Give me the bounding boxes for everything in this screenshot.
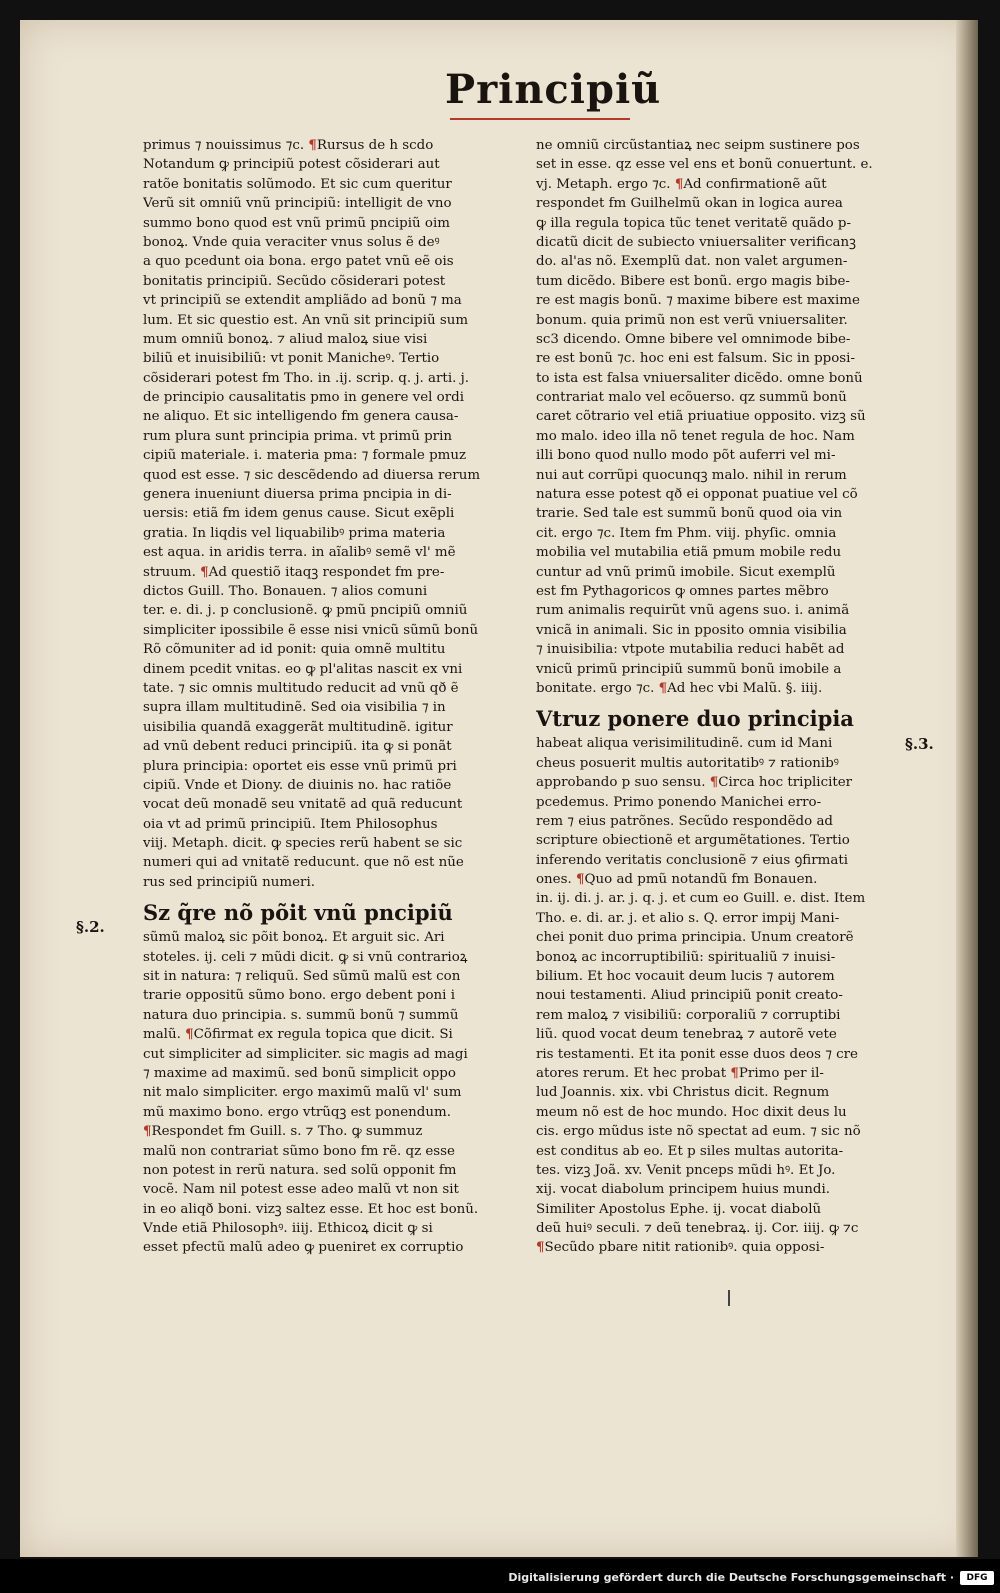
text-line: scripture obiectionẽ et argumẽtationes. Tertio xyxy=(536,833,850,849)
running-head: Principiũ xyxy=(445,66,662,113)
right-text-column xyxy=(536,136,926,1258)
book-spine-edge xyxy=(956,20,978,1557)
text-line: cheus posuerit multis autoritatibꝰ ⁊ rationibꝰ xyxy=(536,755,839,771)
text-line: dinem pcedit vnitas. eo ꝙ pl'alitas nascit ex vni xyxy=(143,661,463,677)
text-line: uisibilia quandã exaggerãt multitudinẽ. igitur xyxy=(143,719,453,735)
text-line: malũ non contrariat sũmo bono fm rẽ. qz esse xyxy=(143,1143,455,1159)
text-line: de principio causalitatis pmo in genere vel ordi xyxy=(143,390,464,406)
text-line: habeat aliqua verisimilitudinẽ. cum id Mani xyxy=(536,736,833,752)
text-line: simpliciter ipossibile ẽ esse nisi vnicũ sũmũ bonũ xyxy=(143,622,479,638)
text-line: Similiter Apostolus Ephe. ij. vocat diabolũ xyxy=(536,1201,822,1217)
paragraph-mark: ¶ xyxy=(730,1064,739,1081)
text-line: vocẽ. Nam nil potest esse adeo malũ vt non sit xyxy=(143,1182,459,1198)
text-line: liũ. quod vocat deum tenebraꝝ ⁊ autorẽ vete xyxy=(536,1027,837,1043)
text-line: in eo aliqð boni. vizꝫ saltez esse. Et hoc est bonũ. xyxy=(143,1201,479,1217)
section-marker-2: §.2. xyxy=(76,918,105,936)
text-line: tate. ⁊ sic omnis multitudo reducit ad vnũ qð ẽ xyxy=(143,680,459,696)
text-line: Tho. e. di. ar. j. et alio s. Q. error impij Mani- xyxy=(536,910,840,926)
text-line: ⁊ inuisibilia: vtpote mutabilia reduci habẽt ad xyxy=(536,642,845,658)
text-line: ne aliquo. Et sic intelligendo fm genera causa- xyxy=(143,409,459,425)
text-line: rus sed principiũ numeri. xyxy=(143,874,315,890)
text-line: ne omniũ circũstantiaꝝ nec seipm sustinere pos xyxy=(536,138,860,153)
text-line: struum. ¶Ad questiõ itaqꝫ respondet fm pre- xyxy=(143,563,445,580)
text-line: Vtruz ponere duo principia xyxy=(536,706,854,732)
text-line: respondet fm Guilhelmũ okan in logica aurea xyxy=(536,196,843,212)
paragraph-mark: ¶ xyxy=(576,871,585,888)
text-line: illi bono quod nullo modo põt auferri vel mi- xyxy=(536,448,836,464)
text-line: rem ⁊ eius patrõnes. Secũdo respondẽdo ad xyxy=(536,813,833,829)
text-line: cis. ergo mũdus iste nõ spectat ad eum. ⁊ sic nõ xyxy=(536,1124,861,1140)
text-line: cit. ergo ⁊c. Item fm Phm. viij. phyſic. omnia xyxy=(536,525,837,541)
text-line: sit in natura: ⁊ reliquũ. Sed sũmũ malũ est con xyxy=(143,969,461,985)
text-line: approbando p suo sensu. ¶Circa hoc tripliciter xyxy=(536,774,853,791)
rubric-underline xyxy=(450,118,630,120)
text-line: ⁊ maxime ad maximũ. sed bonũ simplicit oppo xyxy=(143,1065,456,1081)
text-line: trarie oppositũ sũmo bono. ergo debent poni i xyxy=(143,988,455,1004)
text-line: in. ij. di. j. ar. j. q. j. et cum eo Guill. e. dist. Item xyxy=(536,891,866,907)
text-line: meum nõ est de hoc mundo. Hoc dixit deus lu xyxy=(536,1104,847,1120)
text-line: inferendo veritatis conclusionẽ ⁊ eius ꝯfirmati xyxy=(536,852,848,868)
text-line: bilium. Et hoc vocauit deum lucis ⁊ autorem xyxy=(536,969,835,985)
text-line: cõsiderari potest fm Tho. in .ij. scrip. q. j. arti. j. xyxy=(143,370,470,386)
text-line: Sz q̃re nõ põit vnũ pncipiũ xyxy=(143,900,453,926)
text-line: bonum. quia primũ non est verũ vniuersaliter. xyxy=(536,312,848,328)
text-line: sũmũ maloꝝ sic põit bonoꝝ. Et arguit sic. Ari xyxy=(143,930,445,946)
text-line: mũ maximo bono. ergo vtrũqꝫ est ponendum. xyxy=(143,1104,451,1120)
text-line: biliũ et inuisibiliũ: vt ponit Manicheꝰ. Tertio xyxy=(143,351,440,367)
text-line: a quo pcedunt oia bona. ergo patet vnũ eẽ ois xyxy=(143,254,454,270)
text-line: viij. Metaph. dicit. ꝙ species rerũ habent se sic xyxy=(143,836,463,852)
text-line: rum plura sunt principia prima. vt primũ prin xyxy=(143,428,452,444)
text-line: est conditus ab eo. Et p siles multas autorita- xyxy=(536,1143,844,1159)
text-line: natura esse potest qð ei opponat puatiue vel cõ xyxy=(536,487,858,503)
text-line: re est bonũ ⁊c. hoc eni est falsum. Sic in pposi- xyxy=(536,351,855,367)
paragraph-mark: ¶ xyxy=(709,774,719,791)
text-line: chei ponit duo prima principia. Unum creatorẽ xyxy=(536,930,854,946)
text-line: Rõ cõmuniter ad id ponit: quia omnẽ multitu xyxy=(143,642,446,658)
text-line: noui testamenti. Aliud principiũ ponit creato- xyxy=(536,988,843,1004)
text-line: mobilia vel mutabilia etiã pmum mobile redu xyxy=(536,545,842,561)
text-line: lud Joannis. xix. vbi Christus dicit. Regnum xyxy=(536,1085,830,1101)
text-line: malũ. ¶Cõfirmat ex regula topica que dicit. Si xyxy=(143,1026,453,1043)
text-line: vj. Metaph. ergo ⁊c. ¶Ad confirmationẽ aũt xyxy=(536,175,827,192)
text-line: sc3 dicendo. Omne bibere vel omnimode bibe- xyxy=(536,331,851,347)
dfg-logo: DFG xyxy=(960,1571,994,1585)
text-line: atores rerum. Et hec probat ¶Primo per il- xyxy=(536,1064,824,1081)
text-line: plura principia: oportet eis esse vnũ primũ pri xyxy=(143,758,457,774)
ink-mark xyxy=(728,1290,730,1306)
text-line: caret cõtrario vel etiã priuatiue opposito. vizꝫ sũ xyxy=(536,409,866,425)
text-line: ¶Respondet fm Guill. s. ⁊ Tho. ꝙ summuz xyxy=(143,1123,423,1140)
text-line: ꝙ illa regula topica tũc tenet veritatẽ quãdo p- xyxy=(536,215,852,231)
text-line: cipiũ. Vnde et Diony. de diuinis no. hac ratiõe xyxy=(143,777,452,793)
text-line: cipiũ materiale. i. materia pma: ⁊ formale pmuz xyxy=(143,448,467,464)
paragraph-mark: ¶ xyxy=(308,137,317,153)
text-line: vnicã in animali. Sic in pposito omnia visibilia xyxy=(536,622,847,638)
text-line: mum omniũ bonoꝝ. ⁊ aliud maloꝝ siue visi xyxy=(143,331,428,347)
text-line: est aqua. in aridis terra. in aĩalibꝰ semẽ vl' mẽ xyxy=(143,545,456,561)
text-line: esset pfectũ malũ adeo ꝙ pueniret ex corruptio xyxy=(143,1240,464,1256)
text-line: summo bono quod est vnũ primũ pncipiũ oim xyxy=(143,215,450,231)
text-line: tes. vizꝫ Joã. xv. Venit pnceps mũdi hꝰ. Et Jo. xyxy=(536,1162,836,1178)
text-line: non potest in rerũ natura. sed solũ opponit fm xyxy=(143,1162,457,1178)
text-line: cut simpliciter ad simpliciter. sic magis ad magi xyxy=(143,1046,468,1062)
text-line: bonoꝝ ac incorruptibiliũ: spiritualiũ ⁊ inuisi- xyxy=(536,949,836,965)
text-line: ¶Secũdo pbare nitit rationibꝰ. quia opposi- xyxy=(536,1239,825,1256)
paragraph-mark: ¶ xyxy=(200,563,209,580)
text-line: oia vt ad primũ principiũ. Item Philosophus xyxy=(143,816,438,832)
text-line: Notandum ꝙ principiũ potest cõsiderari aut xyxy=(143,157,440,173)
text-line: set in esse. qz esse vel ens et bonũ conuertunt. e. xyxy=(536,157,873,173)
text-line: to ista est falsa vniuersaliter dicẽdo. omne bonũ xyxy=(536,370,863,386)
text-line: cuntur ad vnũ primũ imobile. Sicut exemplũ xyxy=(536,564,836,580)
footer-bar xyxy=(0,1559,1000,1593)
section-marker-3: §.3. xyxy=(905,735,934,753)
text-line: contrariat malo vel ecõuerso. qz summũ bonũ xyxy=(536,390,847,406)
text-line: ris testamenti. Et ita ponit esse duos deos ⁊ cre xyxy=(536,1046,858,1062)
text-line: re est magis bonũ. ⁊ maxime bibere est maxime xyxy=(536,293,860,309)
paragraph-mark: ¶ xyxy=(536,1239,545,1256)
text-line: bonitate. ergo ⁊c. ¶Ad hec vbi Malũ. §. iiij. xyxy=(536,679,823,696)
text-line: pcedemus. Primo ponendo Manichei erro- xyxy=(536,794,822,810)
paragraph-mark: ¶ xyxy=(143,1123,152,1140)
text-line: rem maloꝝ ⁊ visibiliũ: corporaliũ ⁊ corruptibi xyxy=(536,1007,841,1023)
text-line: natura duo principia. s. summũ bonũ ⁊ summũ xyxy=(143,1007,459,1023)
text-line: ones. ¶Quo ad pmũ notandũ fm Bonauen. xyxy=(536,871,818,888)
text-line: mo malo. ideo illa nõ tenet regula de hoc. Nam xyxy=(536,428,855,444)
text-line: Verũ sit omniũ vnũ principiũ: intelligit de vno xyxy=(143,196,452,212)
footer-credit: Digitalisierung gefördert durch die Deutsche Forschungsgemeinschaft · xyxy=(508,1571,954,1584)
text-line: deũ huiꝰ seculi. ⁊ deũ tenebraꝝ. ij. Cor. iiij. ꝙ ⁊c xyxy=(536,1221,859,1237)
text-line: vnicũ primũ principiũ summũ bonũ imobile a xyxy=(536,661,842,677)
text-line: Vnde etiã Philosophꝰ. iiij. Ethicoꝝ dicit ꝙ si xyxy=(143,1221,433,1237)
text-line: tum dicẽdo. Bibere est bonũ. ergo magis bibe- xyxy=(536,273,850,289)
text-line: stoteles. ij. celi ⁊ mũdi dicit. ꝙ si vnũ contrarioꝝ xyxy=(143,949,468,965)
text-line: ad vnũ debent reduci principiũ. ita ꝙ si ponãt xyxy=(143,739,452,755)
text-line: vt principiũ se extendit ampliãdo ad bonũ ⁊ ma xyxy=(143,293,462,309)
text-line: supra illam multitudinẽ. Sed oia visibilia ⁊ in xyxy=(143,700,446,716)
text-line: ratõe bonitatis solũmodo. Et sic cum queritur xyxy=(143,176,452,192)
text-line: dictos Guill. Tho. Bonauen. ⁊ alios comuni xyxy=(143,583,428,599)
paragraph-mark: ¶ xyxy=(674,175,684,192)
text-line: primus ⁊ nouissimus ⁊c. ¶Rursus de h scdo xyxy=(143,137,434,153)
text-line: vocat deũ monadẽ seu vnitatẽ ad quã reducunt xyxy=(143,797,463,813)
text-line: bonitatis principiũ. Secũdo cõsiderari potest xyxy=(143,273,446,289)
text-line: quod est esse. ⁊ sic descẽdendo ad diuersa rerum xyxy=(143,467,481,483)
text-line: nit malo simpliciter. ergo maximũ malũ vl' sum xyxy=(143,1085,462,1101)
text-line: ter. e. di. j. p conclusionẽ. ꝙ pmũ pncipiũ omniũ xyxy=(143,603,468,619)
text-line: rum animalis requirũt vnũ agens suo. i. animã xyxy=(536,603,850,619)
text-line: est fm Pythagoricos ꝙ omnes partes mẽbro xyxy=(536,583,829,599)
text-line: trarie. Sed tale est summũ bonũ quod oia vin xyxy=(536,506,843,522)
paragraph-mark: ¶ xyxy=(658,679,668,696)
text-line: xij. vocat diabolum principem huius mundi. xyxy=(536,1182,831,1198)
text-line: genera inueniunt diuersa prima pncipia in di- xyxy=(143,487,452,503)
text-line: gratia. In liqdis vel liquabilibꝰ prima materia xyxy=(143,525,446,541)
text-line: numeri qui ad vnitatẽ reducunt. que nõ est nũe xyxy=(143,855,464,871)
text-line: do. al'as nõ. Exemplũ dat. non valet argumen- xyxy=(536,254,848,270)
text-line: bonoꝝ. Vnde quia veraciter vnus solus ẽ deꝰ xyxy=(143,234,440,250)
text-line: uersis: etiã fm idem genus cause. Sicut exẽpli xyxy=(143,506,455,522)
text-line: lum. Et sic questio est. An vnũ sit principiũ sum xyxy=(143,312,469,328)
paragraph-mark: ¶ xyxy=(185,1026,194,1043)
left-text-column xyxy=(143,136,528,1258)
text-line: dicatũ dicit de subiecto vniuersaliter verificanꝫ xyxy=(536,234,856,250)
text-line: nui aut corrũpi quocunqꝫ malo. nihil in rerum xyxy=(536,467,847,483)
